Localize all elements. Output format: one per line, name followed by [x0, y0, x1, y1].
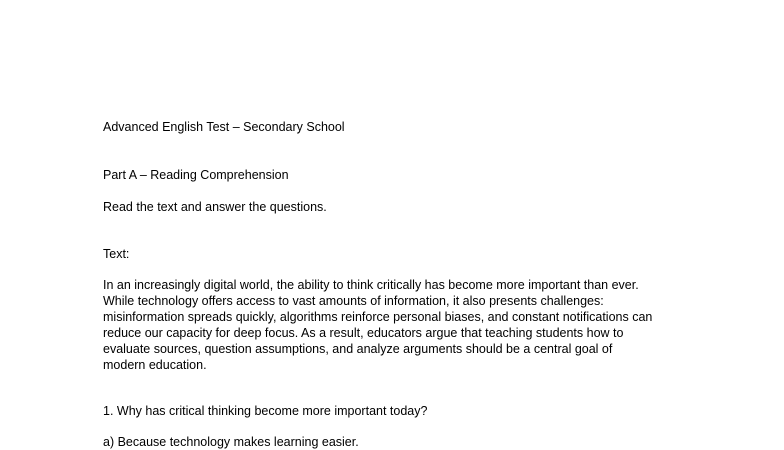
document-title: Advanced English Test – Secondary School — [103, 120, 345, 134]
passage-line: evaluate sources, question assumptions, and analyze arguments should be a central goal of — [103, 342, 613, 356]
instruction-text: Read the text and answer the questions. — [103, 200, 327, 214]
part-heading: Part A – Reading Comprehension — [103, 168, 289, 182]
passage-line: misinformation spreads quickly, algorithms reinforce personal biases, and constant notifications can — [103, 310, 653, 324]
passage-line: modern education. — [103, 358, 207, 372]
passage-line: In an increasingly digital world, the ability to think critically has become more important than ever. — [103, 278, 639, 292]
question-1: 1. Why has critical thinking become more important today? — [103, 404, 428, 418]
question-1-option-a: a) Because technology makes learning easier. — [103, 435, 359, 449]
passage-line: reduce our capacity for deep focus. As a result, educators argue that teaching students how to — [103, 326, 624, 340]
reading-passage — [103, 277, 703, 373]
passage-line: While technology offers access to vast amounts of information, it also presents challenges: — [103, 294, 604, 308]
text-label: Text: — [103, 247, 130, 261]
